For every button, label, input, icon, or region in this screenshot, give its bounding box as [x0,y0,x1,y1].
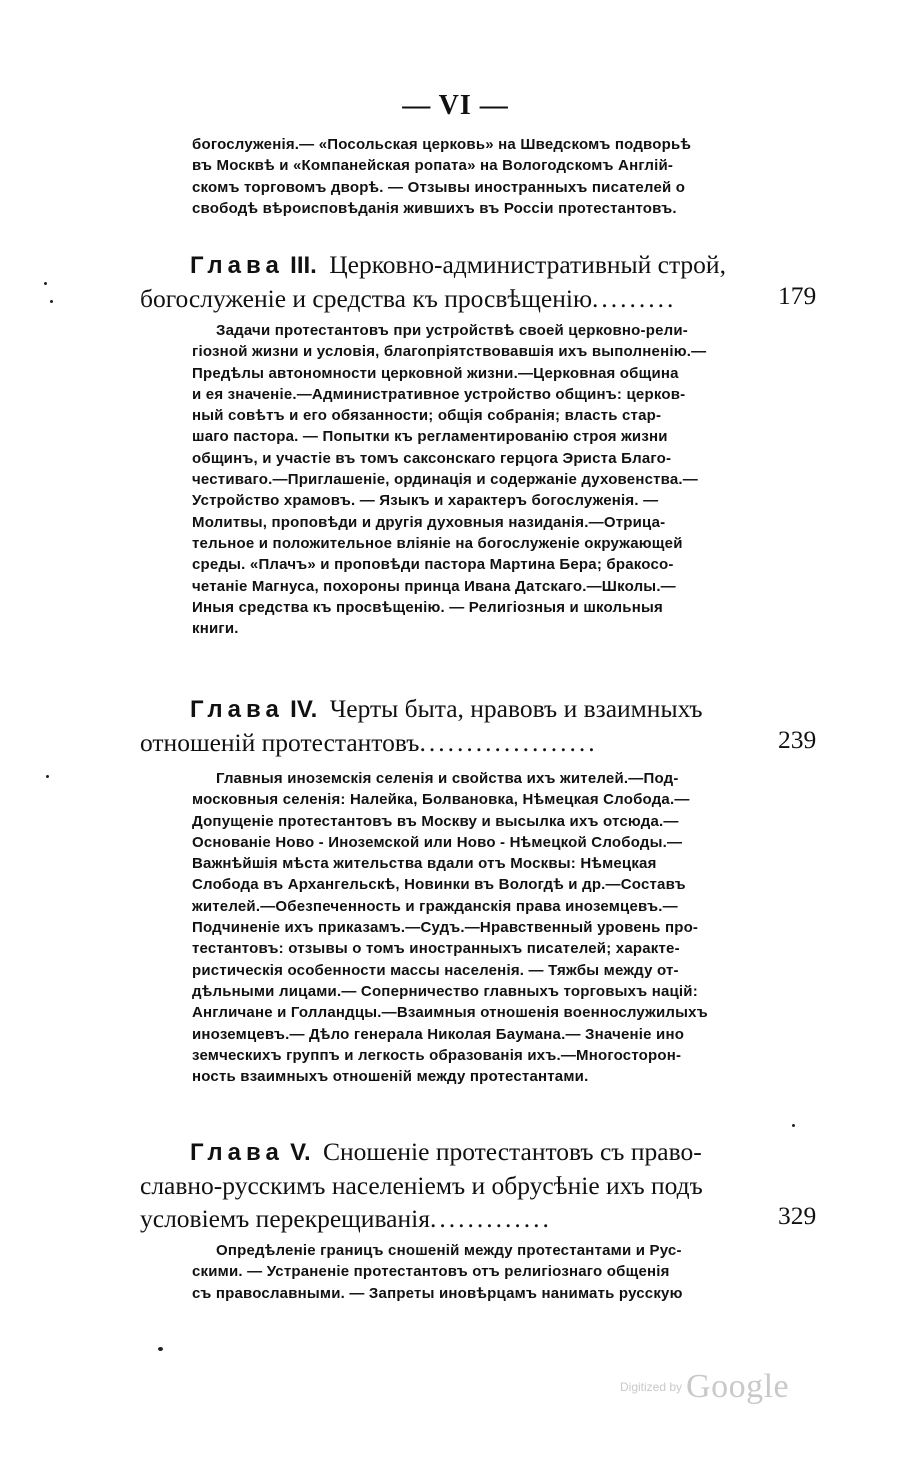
summary-line: Предѣлы автономности церковной жизни.—Церковная община [192,364,679,382]
summary-line: земческихъ группъ и легкость образованія ихъ.—Многосторон- [192,1046,682,1064]
chapter-label: Глава [190,1139,284,1166]
intro-summary [192,134,754,219]
summary-line: Устройство храмовъ. — Языкъ и характеръ богослуженія. — [192,492,659,510]
google-logo: Google [686,1368,790,1405]
chapter-label: Глава [190,696,284,723]
summary-line: ристическія особенности массы населенія. — Тяжбы между от- [192,961,679,979]
summary-line: Важнѣйшія мѣста жительства вдали отъ Москвы: Нѣмецкая [192,855,657,873]
chapter-3-summary [192,320,754,639]
summary-line: Иныя средства къ просвѣщенію. — Религіозныя и школьныя [192,598,663,616]
summary-line: богослуженія.— «Посольская церковь» на Шведскомъ подворьѣ [192,136,692,153]
summary-line: иноземцевъ.— Дѣло генерала Николая Баумана.— Значеніе ино [192,1025,685,1043]
scan-speck [50,300,53,303]
summary-line: съ православными. — Запреты иновѣрцамъ нанимать русскую [192,1284,683,1302]
chapter-title: отношеній протестантовъ [140,728,420,757]
summary-line: гіозной жизни и условія, благопріятствовавшія ихъ выполненію.— [192,343,707,361]
summary-line: свободѣ вѣроисповѣданія жившихъ въ Россіи протестантовъ. [192,199,677,217]
summary-line: четаніе Магнуса, похороны принца Ивана Датскаго.—Школы.— [192,577,676,595]
chapter-4-heading [140,692,752,759]
chapter-3-heading [140,248,752,315]
summary-line: общинъ, и участіе въ томъ саксонскаго герцога Эриста Благо- [192,449,672,467]
scan-speck [158,1347,163,1351]
summary-line: и ея значеніе.—Административное устройство общинъ: церков- [192,385,686,403]
chapter-title: Сношеніе протестантовъ съ право- [323,1137,702,1166]
scan-speck [792,1124,795,1127]
watermark-prefix: Digitized by [620,1380,683,1394]
chapter-title: Церковно-административный строй, [329,250,726,279]
page-number-header: — VI — [402,90,509,121]
dot-leader: ................... [419,728,598,757]
chapter-title: условіемъ перекрещиванія [140,1204,430,1233]
chapter-title: Черты быта, нравовъ и взаимныхъ [329,694,703,723]
summary-line: скомъ торговомъ дворѣ. — Отзывы иностранныхъ писателей о [192,178,686,196]
summary-line: Подчиненіе ихъ приказамъ.—Судъ.—Нравственный уровень про- [192,919,699,937]
summary-line: Допущеніе протестантовъ въ Москву и высылка ихъ отсюда.— [192,812,679,830]
summary-line: Главныя иноземскія селенія и свойства ихъ жителей.—Под- [216,770,679,787]
chapter-4-summary [192,768,754,1087]
summary-line: честиваго.—Приглашеніе, ординація и содержаніе духовенства.— [192,471,699,489]
summary-line: Задачи протестантовъ при устройствѣ своей церковно-рели- [216,322,688,339]
summary-line: дѣльными лицами.— Соперничество главныхъ торговыхъ націй: [192,982,698,1000]
scan-speck [44,282,47,285]
chapter-5-page: 329 [778,1201,817,1230]
summary-line: шаго пастора. — Попытки къ регламентированію строя жизни [192,428,668,446]
summary-line: въ Москвѣ и «Компанейская ропата» на Вологодскомъ Англій- [192,157,674,175]
summary-line: Основаніе Ново - Иноземской или Ново - Нѣмецкой Слободы.— [192,833,683,851]
chapter-title: славно-русскимъ населеніемъ и обрусѣніе ихъ подъ [140,1171,703,1200]
scan-speck [46,775,49,778]
summary-line: московныя селенія: Налейка, Болвановка, Нѣмецкая Слобода.— [192,791,690,809]
chapter-number: IV. [290,696,318,723]
chapter-title: богослуженіе и средства къ просвѣщенію [140,284,592,313]
digitized-by-google-watermark [620,1368,820,1408]
chapter-number: III. [290,252,317,279]
summary-line: скими. — Устраненіе протестантовъ отъ религіознаго общенія [192,1263,670,1281]
summary-line: Молитвы, проповѣди и другія духовныя назиданія.—Отрица- [192,513,666,531]
dot-leader: ......... [592,284,677,313]
chapter-number: V. [290,1139,311,1166]
chapter-3-page: 179 [778,281,817,310]
chapter-4-page: 239 [778,725,817,754]
summary-line: среды. «Плачъ» и проповѣди пастора Мартина Бера; бракосо- [192,556,674,574]
summary-line: книги. [192,620,239,638]
summary-line: жителей.—Обезпеченность и гражданскія права иноземцевъ.— [192,897,678,915]
chapter-5-summary [192,1240,754,1304]
summary-line: Слобода въ Архангельскѣ, Новинки въ Вологдѣ и др.—Составъ [192,876,686,894]
summary-line: Англичане и Голландцы.—Взаимныя отношенія военнослужилыхъ [192,1004,708,1022]
summary-line: тестантовъ: отзывы о томъ иностранныхъ писателей; характе- [192,940,680,958]
summary-line: тельное и положительное вліяніе на богослуженіе окружающей [192,534,683,552]
dot-leader: ............. [429,1204,552,1233]
chapter-5-heading [140,1135,752,1235]
chapter-label: Глава [190,252,284,279]
summary-line: ный совѣтъ и его обязанности; общія собранія; власть стар- [192,407,662,425]
summary-line: ность взаимныхъ отношеній между протестантами. [192,1068,589,1086]
summary-line: Опредѣленіе границъ сношеній между протестантами и Рус- [216,1242,682,1259]
